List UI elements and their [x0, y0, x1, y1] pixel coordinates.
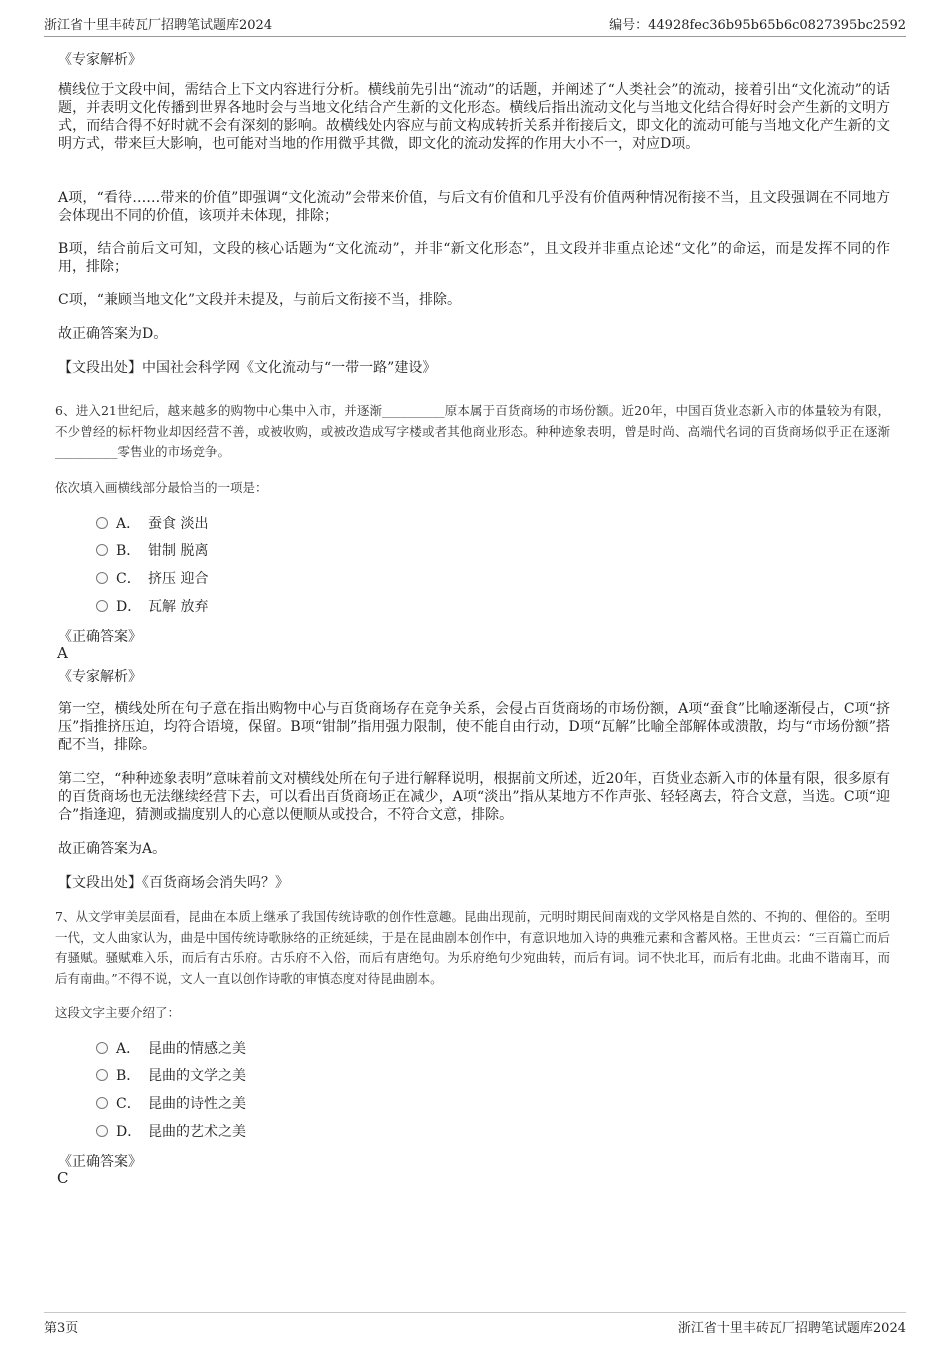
- q7-answer: C: [57, 1169, 69, 1187]
- q5-source: 【文段出处】中国社会科学网《文化流动与“一带一路”建设》: [58, 360, 437, 376]
- radio-icon[interactable]: [96, 1097, 108, 1109]
- q6-stem-part: 原本属于百货商场的市场份额。近20年，中国百货业态新入市的体量较为有限，不少曾经的标杆物业却因经营不善，或被收购，或被改造成写字楼或者其他商业形态。种种迹象表明，曾是时尚、高端代名词的百货商场似乎正在逐渐: [55, 403, 890, 439]
- radio-icon[interactable]: [96, 1069, 108, 1081]
- blank-line: __________: [55, 444, 118, 459]
- expert-analysis-label: 《专家解析》: [58, 52, 142, 68]
- q6-stem: [55, 401, 890, 463]
- q6-answer: A: [57, 644, 68, 662]
- q6-expert-paragraph: 第一空，横线处所在句子意在指出购物中心与百货商场存在竞争关系，会侵占百货商场的市场份额，A项“蚕食”比喻逐渐侵占，C项“挤压”指推挤压迫，均符合语境，保留。B项“钳制”指用强力限制，使不能自由行动，D项“瓦解”比喻全部解体或溃散，均与“市场份额”搭配不当，排除。: [58, 701, 890, 753]
- q6-stem-part: 零售业的市场竞争。: [117, 444, 231, 459]
- q6-stem-part: 6、进入21世纪后，越来越多的购物中心集中入市，并逐渐: [55, 403, 383, 418]
- expert-analysis-label: 《专家解析》: [58, 669, 142, 685]
- q5-expert-paragraph: B项，结合前后文可知，文段的核心话题为“文化流动”，并非“新文化形态”，且文段并非重点论述“文化”的命运，而是发挥不同的作用，排除；: [58, 241, 890, 275]
- q7-option-c[interactable]: C． 昆曲的诗性之美: [96, 1093, 246, 1113]
- radio-icon[interactable]: [96, 544, 108, 556]
- radio-icon[interactable]: [96, 1042, 108, 1054]
- q6-prompt: 依次填入画横线部分最恰当的一项是：: [55, 480, 268, 495]
- radio-icon[interactable]: [96, 572, 108, 584]
- q5-expert-paragraph: 故正确答案为D。: [58, 326, 168, 342]
- q6-expert-paragraph: 第二空，“种种迹象表明”意味着前文对横线处所在句子进行解释说明，根据前文所述，近20年，百货业态新入市的体量有限，很多原有的百货商场也无法继续经营下去，可以看出百货商场正在减少，A项“淡出”指从某地方不作声张、轻轻离去，符合文意，当选。C项“迎合”指逢迎，猜测或揣度别人的心意以便顺从或投合，不符合文意，排除。: [58, 771, 890, 823]
- q7-stem: 7、从文学审美层面看，昆曲在本质上继承了我国传统诗歌的创作性意趣。昆曲出现前，元明时期民间南戏的文学风格是自然的、不拘的、俚俗的。至明一代，文人曲家认为，曲是中国传统诗歌脉络的正统延续，于是在昆曲剧本创作中，有意识地加入诗的典雅元素和含蓄风格。王世贞云：“三百篇亡而后有骚赋。骚赋难入乐，而后有古乐府。古乐府不入俗，而后有唐绝句。为乐府绝句少宛曲转，而后有词。词不快北耳，而后有北曲。北曲不谐南耳，而后有南曲。”不得不说，文人一直以创作诗歌的审慎态度对待昆曲剧本。: [55, 909, 890, 986]
- radio-icon[interactable]: [96, 517, 108, 529]
- q6-option-d[interactable]: D． 瓦解 放弃: [96, 596, 208, 616]
- page-number: 第3页: [44, 1321, 79, 1336]
- q6-option-a[interactable]: A． 蚕食 淡出: [96, 513, 208, 533]
- q7-prompt: 这段文字主要介绍了：: [55, 1005, 181, 1020]
- blank-line: __________: [382, 403, 445, 418]
- q7-option-d[interactable]: D． 昆曲的艺术之美: [96, 1121, 246, 1141]
- correct-answer-label: 《正确答案》: [58, 1154, 142, 1170]
- radio-icon[interactable]: [96, 600, 108, 612]
- header-code: 编号：44928fec36b95b65b6c0827395bc2592: [609, 18, 906, 33]
- q7-option-b[interactable]: B． 昆曲的文学之美: [96, 1065, 246, 1085]
- q5-expert-paragraph: A项，“看待……带来的价值”即强调“文化流动”会带来价值，与后文有价值和几乎没有价值两种情况衔接不当，且文段强调在不同地方会体现出不同的价值，该项并未体现，排除；: [58, 190, 890, 224]
- footer-title: 浙江省十里丰砖瓦厂招聘笔试题库2024: [677, 1321, 906, 1336]
- q5-expert-paragraph: C项，“兼顾当地文化”文段并未提及，与前后文衔接不当，排除。: [58, 292, 462, 308]
- radio-icon[interactable]: [96, 1125, 108, 1137]
- q6-option-c[interactable]: C． 挤压 迎合: [96, 568, 208, 588]
- page-footer: [44, 1312, 906, 1345]
- q6-expert-paragraph: 故正确答案为A。: [58, 841, 167, 857]
- q7-option-a[interactable]: A． 昆曲的情感之美: [96, 1038, 246, 1058]
- q6-source: 【文段出处】《百货商场会消失吗？》: [58, 875, 289, 891]
- q6-option-b[interactable]: B． 钳制 脱离: [96, 540, 208, 560]
- header-title: 浙江省十里丰砖瓦厂招聘笔试题库2024: [44, 18, 273, 33]
- page-header: [44, 0, 906, 37]
- correct-answer-label: 《正确答案》: [58, 629, 142, 645]
- q5-expert-paragraph: 横线位于文段中间，需结合上下文内容进行分析。横线前先引出“流动”的话题，并阐述了“人类社会”的流动，接着引出“文化流动”的话题，并表明文化传播到世界各地时会与当地文化结合产生新的文化形态。横线后指出流动文化与当地文化结合得好时会产生新的文明方式，而结合得不好时就不会有深刻的影响。故横线处内容应与前文构成转折关系并衔接后文，即文化的流动可能与当地文化产生新的文明方式，带来巨大影响，也可能对当地的作用微乎其微，即文化的流动发挥的作用大小不一，对应D项。: [58, 82, 890, 152]
